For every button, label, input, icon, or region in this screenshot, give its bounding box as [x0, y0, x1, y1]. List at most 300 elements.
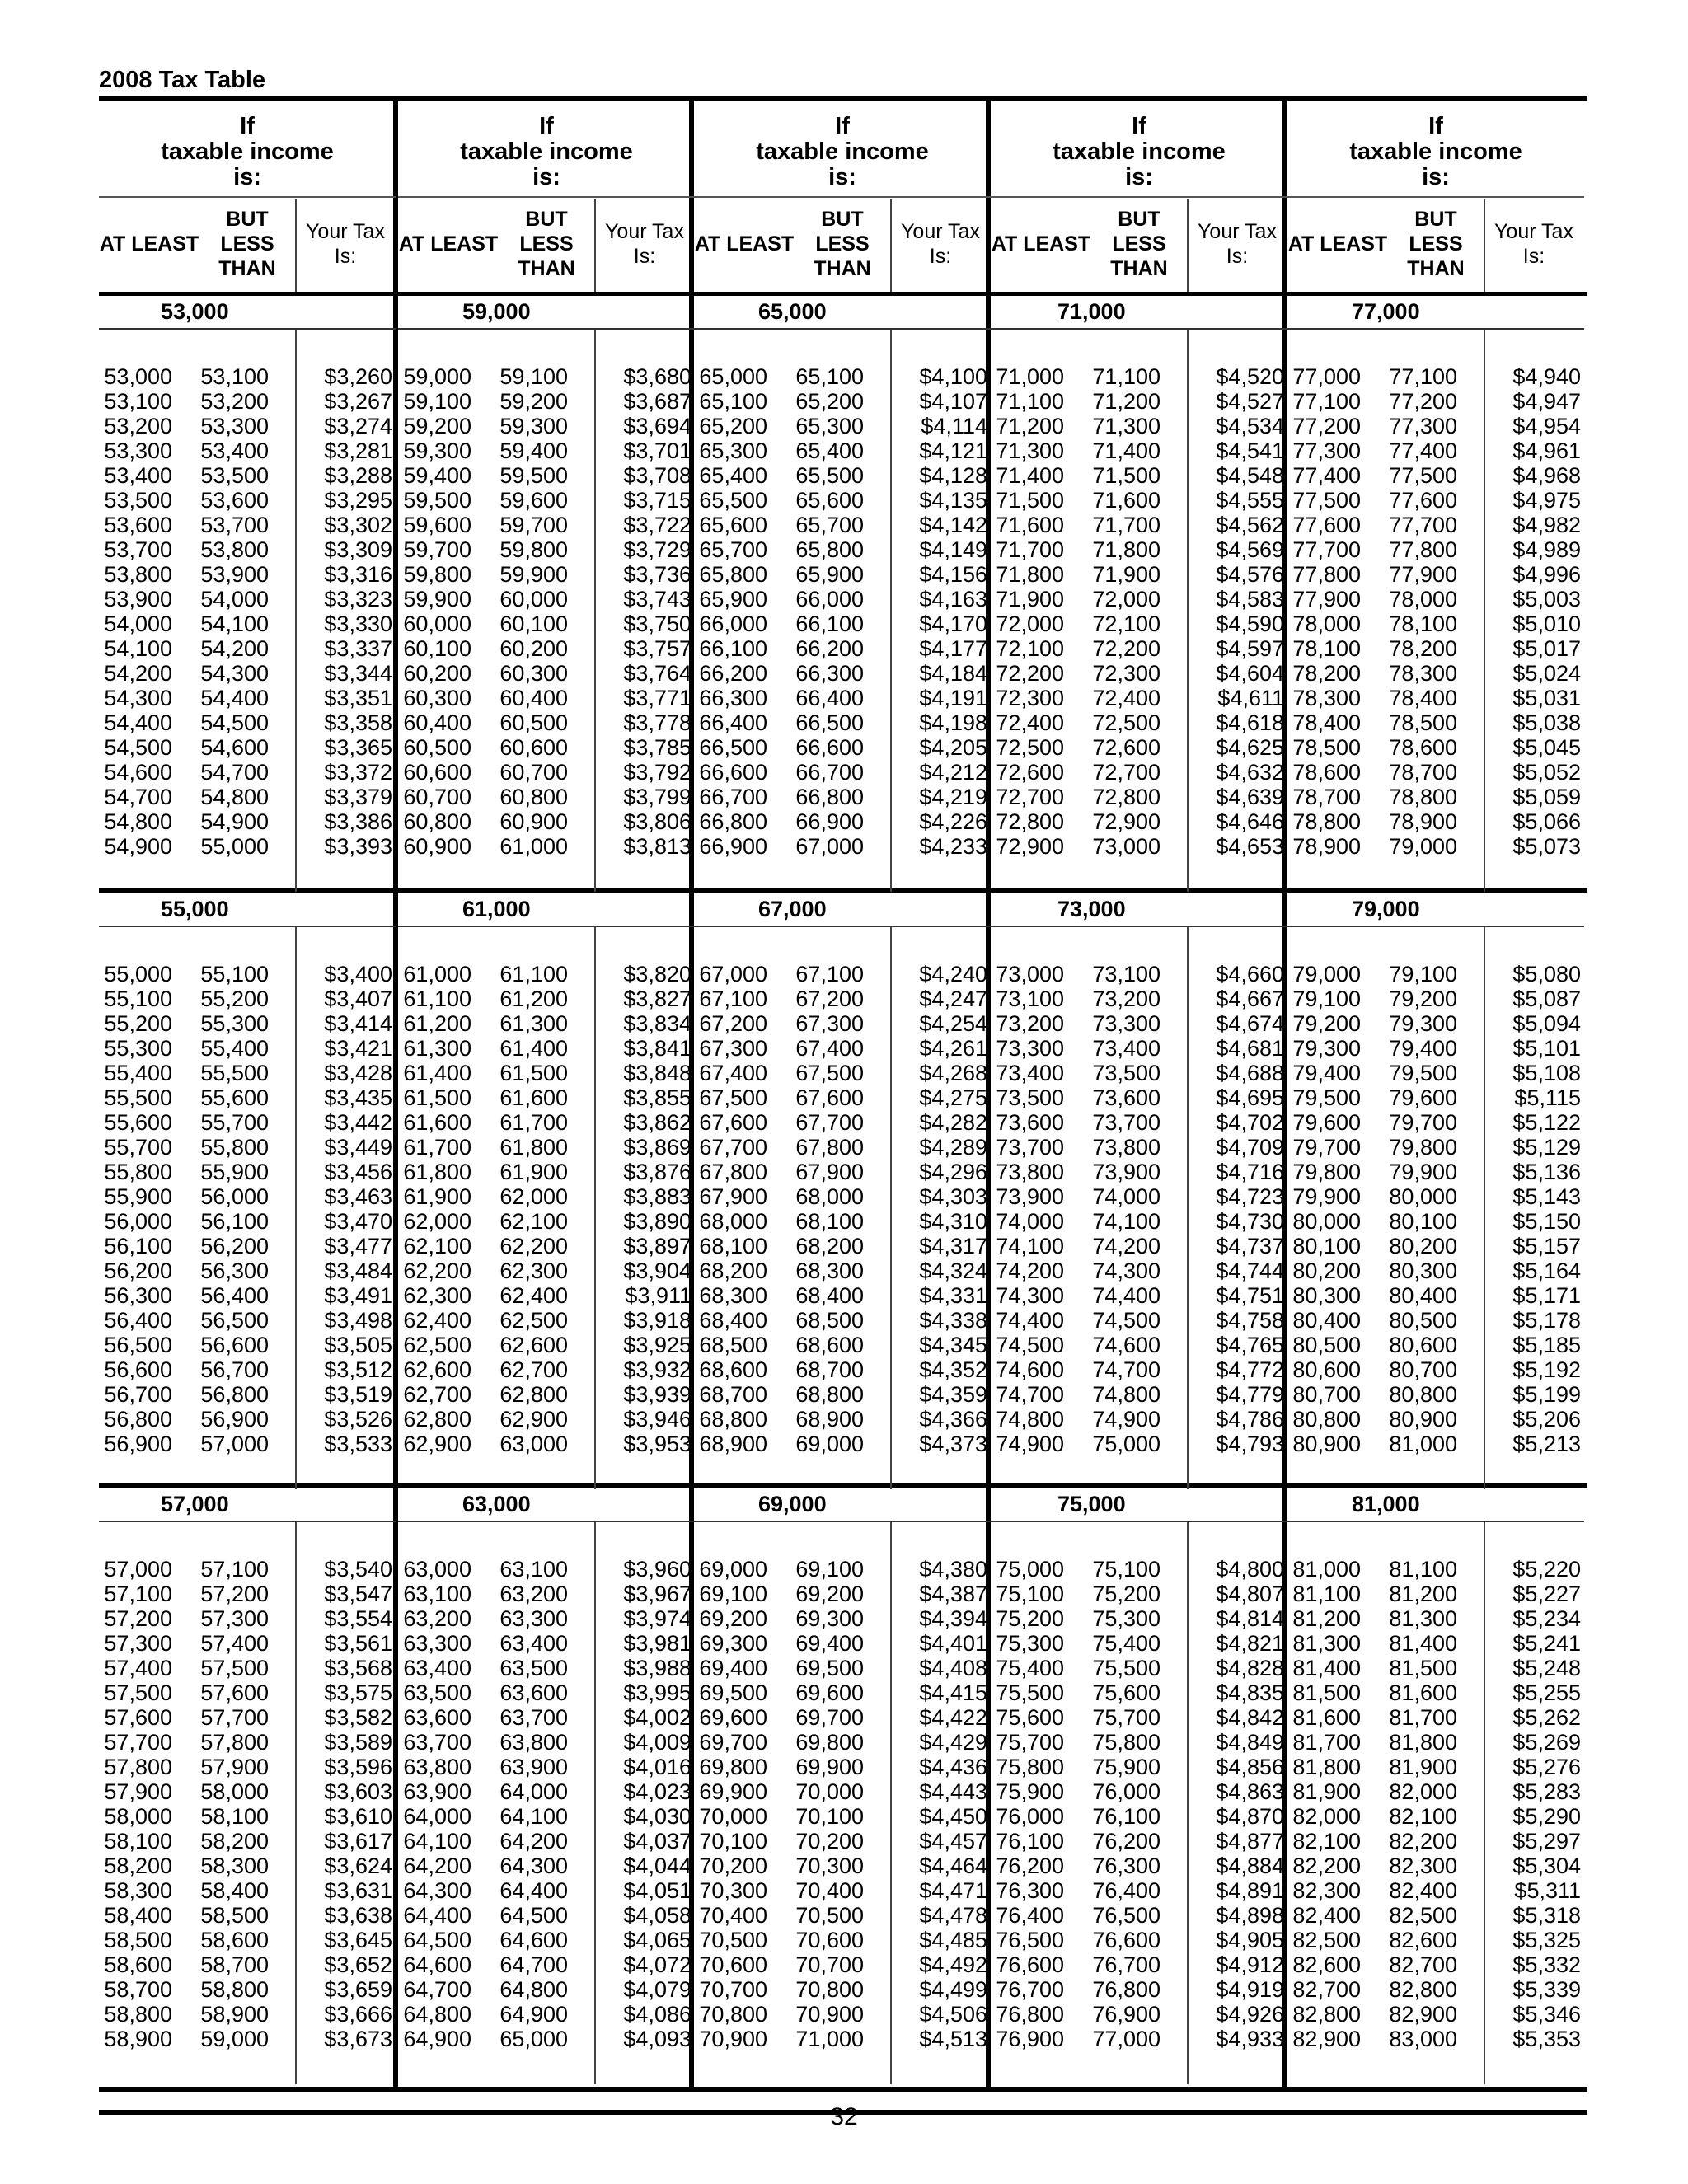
table-row	[694, 1705, 991, 1730]
tax-value: $4,779	[1216, 1382, 1284, 1407]
but-less-than-value: 66,800	[795, 785, 864, 809]
at-least-value: 61,800	[403, 1160, 471, 1184]
at-least-value: 62,100	[403, 1234, 471, 1258]
tax-value: $3,764	[623, 661, 692, 686]
but-less-than-value: 59,200	[499, 389, 568, 414]
group-rows	[1287, 962, 1584, 1456]
tax-value: $3,876	[623, 1160, 692, 1184]
but-less-than-value: 77,700	[1389, 513, 1457, 537]
tax-value: $4,506	[919, 2002, 987, 2027]
table-row	[991, 1854, 1287, 1878]
tax-value: $3,855	[623, 1085, 692, 1110]
at-least-value: 64,700	[403, 1977, 471, 2002]
table-row	[694, 1184, 991, 1209]
tax-value: $3,904	[623, 1258, 692, 1283]
tax-value: $3,792	[623, 760, 692, 785]
but-less-than-value: 54,300	[200, 661, 269, 686]
table-row	[694, 488, 991, 513]
but-less-than-value: 73,200	[1092, 987, 1160, 1011]
table-row	[991, 809, 1287, 834]
tax-value: $4,926	[1216, 2002, 1284, 2027]
at-least-value: 64,800	[403, 2002, 471, 2027]
tax-value: $4,282	[919, 1110, 987, 1135]
at-least-value: 74,600	[996, 1357, 1064, 1382]
tax-value: $4,555	[1216, 488, 1284, 513]
at-least-value: 66,900	[699, 834, 767, 859]
tax-value: $4,758	[1216, 1308, 1284, 1333]
table-row	[1287, 1928, 1584, 1952]
at-least-value: 70,100	[699, 1829, 767, 1854]
tax-value: $5,311	[1514, 1878, 1581, 1903]
at-least-value: 63,000	[403, 1557, 471, 1582]
table-row	[1287, 587, 1584, 612]
group-rule	[991, 328, 1287, 330]
table-row	[99, 710, 396, 735]
group-rows	[991, 1557, 1287, 2051]
but-less-than-value: 57,900	[200, 1755, 269, 1779]
at-least-value: 76,600	[996, 1952, 1064, 1977]
but-less-than-value: 61,200	[499, 987, 568, 1011]
table-row	[1287, 834, 1584, 859]
but-less-than-value: 56,300	[200, 1258, 269, 1283]
tax-value: $3,547	[324, 1582, 392, 1606]
but-less-than-value: 78,700	[1389, 760, 1457, 785]
tax-value: $4,835	[1216, 1680, 1284, 1705]
tax-value: $3,435	[324, 1085, 392, 1110]
at-least-value: 59,000	[403, 364, 471, 389]
table-row	[1287, 1680, 1584, 1705]
but-less-than-value: 81,300	[1389, 1606, 1457, 1631]
group-label: 79,000	[1352, 897, 1420, 921]
group-rule	[398, 1521, 695, 1522]
tax-value: $3,365	[324, 735, 392, 760]
table-row	[99, 760, 396, 785]
but-less-than-value: 66,200	[795, 636, 864, 661]
at-least-value: 54,400	[104, 710, 172, 735]
header-if-taxable-income	[398, 114, 695, 190]
at-least-value: 74,000	[996, 1209, 1064, 1234]
tax-value: $3,813	[623, 834, 692, 859]
tax-value: $5,353	[1512, 2027, 1581, 2051]
at-least-value: 58,800	[104, 2002, 172, 2027]
but-less-than-value: 57,500	[200, 1656, 269, 1680]
at-least-value: 82,500	[1292, 1928, 1361, 1952]
but-less-than-value: 75,600	[1092, 1680, 1160, 1705]
at-least-value: 69,100	[699, 1582, 767, 1606]
but-less-than-value: 64,500	[499, 1903, 568, 1928]
tax-value: $3,533	[324, 1432, 392, 1456]
but-less-than-value: 76,000	[1092, 1779, 1160, 1804]
table-row	[694, 962, 991, 987]
tax-value: $4,786	[1216, 1407, 1284, 1432]
at-least-value: 61,700	[403, 1135, 471, 1160]
group-label: 69,000	[758, 1492, 827, 1516]
at-least-value: 59,400	[403, 463, 471, 488]
at-least-value: 78,800	[1292, 809, 1361, 834]
at-least-value: 58,500	[104, 1928, 172, 1952]
table-row	[1287, 1878, 1584, 1903]
at-least-value: 77,700	[1292, 537, 1361, 562]
but-less-than-value: 75,900	[1092, 1755, 1160, 1779]
at-least-value: 58,600	[104, 1952, 172, 1977]
table-row	[99, 1432, 396, 1456]
but-less-than-value: 66,100	[795, 612, 864, 636]
but-less-than-value: 70,300	[795, 1854, 864, 1878]
but-less-than-value: 65,300	[795, 414, 864, 438]
at-least-value: 62,300	[403, 1283, 471, 1308]
at-least-value: 62,400	[403, 1308, 471, 1333]
at-least-value: 56,500	[104, 1333, 172, 1357]
but-less-than-value: 80,600	[1389, 1333, 1457, 1357]
at-least-value: 58,100	[104, 1829, 172, 1854]
at-least-value: 71,700	[996, 537, 1064, 562]
tax-value: $4,723	[1216, 1184, 1284, 1209]
table-row	[398, 1432, 695, 1456]
but-less-than-value: 80,200	[1389, 1234, 1457, 1258]
but-less-than-value: 81,100	[1389, 1557, 1457, 1582]
at-least-value: 73,600	[996, 1110, 1064, 1135]
but-less-than-value: 72,100	[1092, 612, 1160, 636]
but-less-than-value: 69,000	[795, 1432, 864, 1456]
table-row	[1287, 1804, 1584, 1829]
group-rule	[694, 328, 991, 330]
table-row	[99, 1085, 396, 1110]
but-less-than-value: 70,100	[795, 1804, 864, 1829]
table-row	[694, 1928, 991, 1952]
table-row	[99, 1977, 396, 2002]
tax-value: $4,450	[919, 1804, 987, 1829]
but-less-than-value: 76,800	[1092, 1977, 1160, 2002]
but-less-than-value: 82,300	[1389, 1854, 1457, 1878]
tax-value: $4,002	[623, 1705, 692, 1730]
tax-value: $5,143	[1512, 1184, 1581, 1209]
but-less-than-value: 59,000	[200, 2027, 269, 2051]
but-less-than-value: 78,800	[1389, 785, 1457, 809]
table-row	[99, 463, 396, 488]
table-row	[1287, 1557, 1584, 1582]
tax-value: $3,841	[623, 1036, 692, 1061]
table-row	[694, 2002, 991, 2027]
group-rows	[694, 1557, 991, 2051]
at-least-value: 54,500	[104, 735, 172, 760]
tax-value: $5,346	[1512, 2002, 1581, 2027]
at-least-value: 71,100	[996, 389, 1064, 414]
tax-value: $5,318	[1512, 1903, 1581, 1928]
at-least-value: 81,200	[1292, 1606, 1361, 1631]
tax-value: $3,309	[324, 537, 392, 562]
tax-value: $5,297	[1512, 1829, 1581, 1854]
table-row	[694, 636, 991, 661]
at-least-value: 56,100	[104, 1234, 172, 1258]
at-least-value: 75,400	[996, 1656, 1064, 1680]
but-less-than-value: 79,700	[1389, 1110, 1457, 1135]
at-least-value: 79,300	[1292, 1036, 1361, 1061]
tax-value: $4,135	[919, 488, 987, 513]
table-row	[398, 1977, 695, 2002]
but-less-than-value: 77,200	[1389, 389, 1457, 414]
but-less-than-value: 61,700	[499, 1110, 568, 1135]
but-less-than-value: 77,800	[1389, 537, 1457, 562]
table-row	[99, 1804, 396, 1829]
but-less-than-value: 62,000	[499, 1184, 568, 1209]
but-less-than-value: 61,500	[499, 1061, 568, 1085]
but-less-than-value: 72,500	[1092, 710, 1160, 735]
table-row	[99, 636, 396, 661]
but-less-than-value: 76,600	[1092, 1928, 1160, 1952]
but-less-than-value: 57,700	[200, 1705, 269, 1730]
table-row	[398, 1779, 695, 1804]
at-least-value: 67,600	[699, 1110, 767, 1135]
but-less-than-value: 78,400	[1389, 686, 1457, 710]
tax-value: $4,912	[1216, 1952, 1284, 1977]
table-row	[398, 463, 695, 488]
at-least-value: 74,800	[996, 1407, 1064, 1432]
at-least-value: 60,100	[403, 636, 471, 661]
table-row	[1287, 1110, 1584, 1135]
tax-value: $4,422	[919, 1705, 987, 1730]
table-row	[694, 1779, 991, 1804]
table-row	[99, 1184, 396, 1209]
at-least-value: 79,600	[1292, 1110, 1361, 1135]
table-row	[99, 2002, 396, 2027]
header-but-less-than: BUT LESS THAN	[518, 208, 575, 280]
table-row	[99, 1631, 396, 1656]
but-less-than-value: 74,600	[1092, 1333, 1160, 1357]
table-row	[398, 1333, 695, 1357]
tax-value: $4,401	[919, 1631, 987, 1656]
at-least-value: 61,600	[403, 1110, 471, 1135]
at-least-value: 76,000	[996, 1804, 1064, 1829]
table-row	[99, 1952, 396, 1977]
but-less-than-value: 79,400	[1389, 1036, 1457, 1061]
tax-value: $3,652	[324, 1952, 392, 1977]
tax-value: $4,793	[1216, 1432, 1284, 1456]
group-rows	[99, 962, 396, 1456]
table-row	[99, 785, 396, 809]
at-least-value: 55,000	[104, 962, 172, 987]
table-row	[991, 1135, 1287, 1160]
group-rule	[1287, 1521, 1584, 1522]
tax-value: $4,674	[1216, 1011, 1284, 1036]
at-least-value: 65,000	[699, 364, 767, 389]
at-least-value: 53,300	[104, 438, 172, 463]
table-row	[991, 834, 1287, 859]
but-less-than-value: 54,000	[200, 587, 269, 612]
at-least-value: 60,000	[403, 612, 471, 636]
but-less-than-value: 59,500	[499, 463, 568, 488]
at-least-value: 74,900	[996, 1432, 1064, 1456]
table-row	[991, 1705, 1287, 1730]
at-least-value: 68,000	[699, 1209, 767, 1234]
table-row	[398, 1357, 695, 1382]
table-row	[1287, 537, 1584, 562]
tax-value: $4,016	[623, 1755, 692, 1779]
tax-value: $3,442	[324, 1110, 392, 1135]
at-least-value: 67,000	[699, 962, 767, 987]
but-less-than-value: 82,100	[1389, 1804, 1457, 1829]
but-less-than-value: 71,200	[1092, 389, 1160, 414]
but-less-than-value: 74,100	[1092, 1209, 1160, 1234]
but-less-than-value: 79,000	[1389, 834, 1457, 859]
tax-value: $5,262	[1512, 1705, 1581, 1730]
but-less-than-value: 77,100	[1389, 364, 1457, 389]
but-less-than-value: 68,600	[795, 1333, 864, 1357]
table-row	[99, 1308, 396, 1333]
table-row	[398, 1557, 695, 1582]
at-least-value: 68,300	[699, 1283, 767, 1308]
but-less-than-value: 74,200	[1092, 1234, 1160, 1258]
tax-value: $4,569	[1216, 537, 1284, 562]
at-least-value: 63,400	[403, 1656, 471, 1680]
at-least-value: 59,200	[403, 414, 471, 438]
at-least-value: 59,600	[403, 513, 471, 537]
at-least-value: 80,100	[1292, 1234, 1361, 1258]
at-least-value: 62,500	[403, 1333, 471, 1357]
but-less-than-value: 53,900	[200, 562, 269, 587]
at-least-value: 61,500	[403, 1085, 471, 1110]
table-row	[1287, 1854, 1584, 1878]
at-least-value: 79,500	[1292, 1085, 1361, 1110]
but-less-than-value: 62,800	[499, 1382, 568, 1407]
tax-value: $3,526	[324, 1407, 392, 1432]
at-least-value: 81,400	[1292, 1656, 1361, 1680]
but-less-than-value: 79,600	[1389, 1085, 1457, 1110]
table-row	[99, 962, 396, 987]
but-less-than-value: 81,400	[1389, 1631, 1457, 1656]
at-least-value: 66,200	[699, 661, 767, 686]
at-least-value: 54,900	[104, 834, 172, 859]
tax-value: $5,073	[1512, 834, 1581, 859]
table-row	[398, 834, 695, 859]
tax-value: $3,918	[623, 1308, 692, 1333]
tax-value: $4,751	[1216, 1283, 1284, 1308]
at-least-value: 64,000	[403, 1804, 471, 1829]
at-least-value: 60,400	[403, 710, 471, 735]
but-less-than-value: 77,000	[1092, 2027, 1160, 2051]
but-less-than-value: 60,100	[499, 612, 568, 636]
but-less-than-value: 71,100	[1092, 364, 1160, 389]
table-row	[398, 1011, 695, 1036]
table-row	[694, 1432, 991, 1456]
but-less-than-value: 74,900	[1092, 1407, 1160, 1432]
at-least-value: 55,200	[104, 1011, 172, 1036]
tax-value: $3,869	[623, 1135, 692, 1160]
table-row	[398, 1184, 695, 1209]
table-row	[1287, 1903, 1584, 1928]
but-less-than-value: 79,300	[1389, 1011, 1457, 1036]
at-least-value: 68,700	[699, 1382, 767, 1407]
table-row	[398, 1928, 695, 1952]
tax-value: $4,177	[919, 636, 987, 661]
but-less-than-value: 70,400	[795, 1878, 864, 1903]
table-row	[1287, 1730, 1584, 1755]
tax-value: $3,834	[623, 1011, 692, 1036]
at-least-value: 57,500	[104, 1680, 172, 1705]
table-row	[1287, 612, 1584, 636]
table-row	[991, 1085, 1287, 1110]
but-less-than-value: 67,900	[795, 1160, 864, 1184]
at-least-value: 56,200	[104, 1258, 172, 1283]
but-less-than-value: 71,300	[1092, 414, 1160, 438]
but-less-than-value: 59,600	[499, 488, 568, 513]
tax-value: $4,870	[1216, 1804, 1284, 1829]
table-row	[1287, 2027, 1584, 2051]
at-least-value: 80,300	[1292, 1283, 1361, 1308]
at-least-value: 82,300	[1292, 1878, 1361, 1903]
but-less-than-value: 73,900	[1092, 1160, 1160, 1184]
but-less-than-value: 64,400	[499, 1878, 568, 1903]
but-less-than-value: 61,100	[499, 962, 568, 987]
group-label: 75,000	[1057, 1492, 1126, 1516]
but-less-than-value: 80,300	[1389, 1258, 1457, 1283]
table-row	[694, 686, 991, 710]
at-least-value: 78,300	[1292, 686, 1361, 710]
table-row	[991, 389, 1287, 414]
header-at-least: AT LEAST	[99, 232, 199, 255]
table-row	[1287, 1705, 1584, 1730]
at-least-value: 56,800	[104, 1407, 172, 1432]
but-less-than-value: 57,300	[200, 1606, 269, 1631]
at-least-value: 81,600	[1292, 1705, 1361, 1730]
table-row	[99, 612, 396, 636]
table-row	[694, 1952, 991, 1977]
tax-value: $3,344	[324, 661, 392, 686]
tax-value: $3,337	[324, 636, 392, 661]
but-less-than-value: 61,800	[499, 1135, 568, 1160]
but-less-than-value: 69,300	[795, 1606, 864, 1631]
but-less-than-value: 70,800	[795, 1977, 864, 2002]
header-if-line: taxable income	[460, 138, 633, 165]
but-less-than-value: 60,500	[499, 710, 568, 735]
but-less-than-value: 62,700	[499, 1357, 568, 1382]
at-least-value: 70,200	[699, 1854, 767, 1878]
but-less-than-value: 56,100	[200, 1209, 269, 1234]
tax-value: $4,688	[1216, 1061, 1284, 1085]
but-less-than-value: 65,700	[795, 513, 864, 537]
table-row	[694, 809, 991, 834]
at-least-value: 74,500	[996, 1333, 1064, 1357]
header-if-line: If	[240, 113, 255, 139]
table-row	[398, 488, 695, 513]
but-less-than-value: 69,500	[795, 1656, 864, 1680]
at-least-value: 60,500	[403, 735, 471, 760]
group-rows	[398, 364, 695, 859]
table-row	[398, 1730, 695, 1755]
but-less-than-value: 53,300	[200, 414, 269, 438]
but-less-than-value: 83,000	[1389, 2027, 1457, 2051]
tax-value: $3,617	[324, 1829, 392, 1854]
at-least-value: 57,900	[104, 1779, 172, 1804]
table-row	[99, 1333, 396, 1357]
table-row	[694, 785, 991, 809]
at-least-value: 64,900	[403, 2027, 471, 2051]
group-label: 67,000	[758, 897, 827, 921]
tax-value: $3,771	[623, 686, 692, 710]
table-row	[694, 438, 991, 463]
at-least-value: 69,200	[699, 1606, 767, 1631]
but-less-than-value: 74,700	[1092, 1357, 1160, 1382]
header-your-tax-is: Your Tax Is:	[901, 220, 980, 268]
table-row	[694, 1631, 991, 1656]
but-less-than-value: 63,800	[499, 1730, 568, 1755]
table-row	[99, 488, 396, 513]
at-least-value: 66,100	[699, 636, 767, 661]
tax-value: $4,744	[1216, 1258, 1284, 1283]
tax-value: $5,339	[1512, 1977, 1581, 2002]
table-row	[1287, 1160, 1584, 1184]
table-row	[99, 1878, 396, 1903]
at-least-value: 58,300	[104, 1878, 172, 1903]
